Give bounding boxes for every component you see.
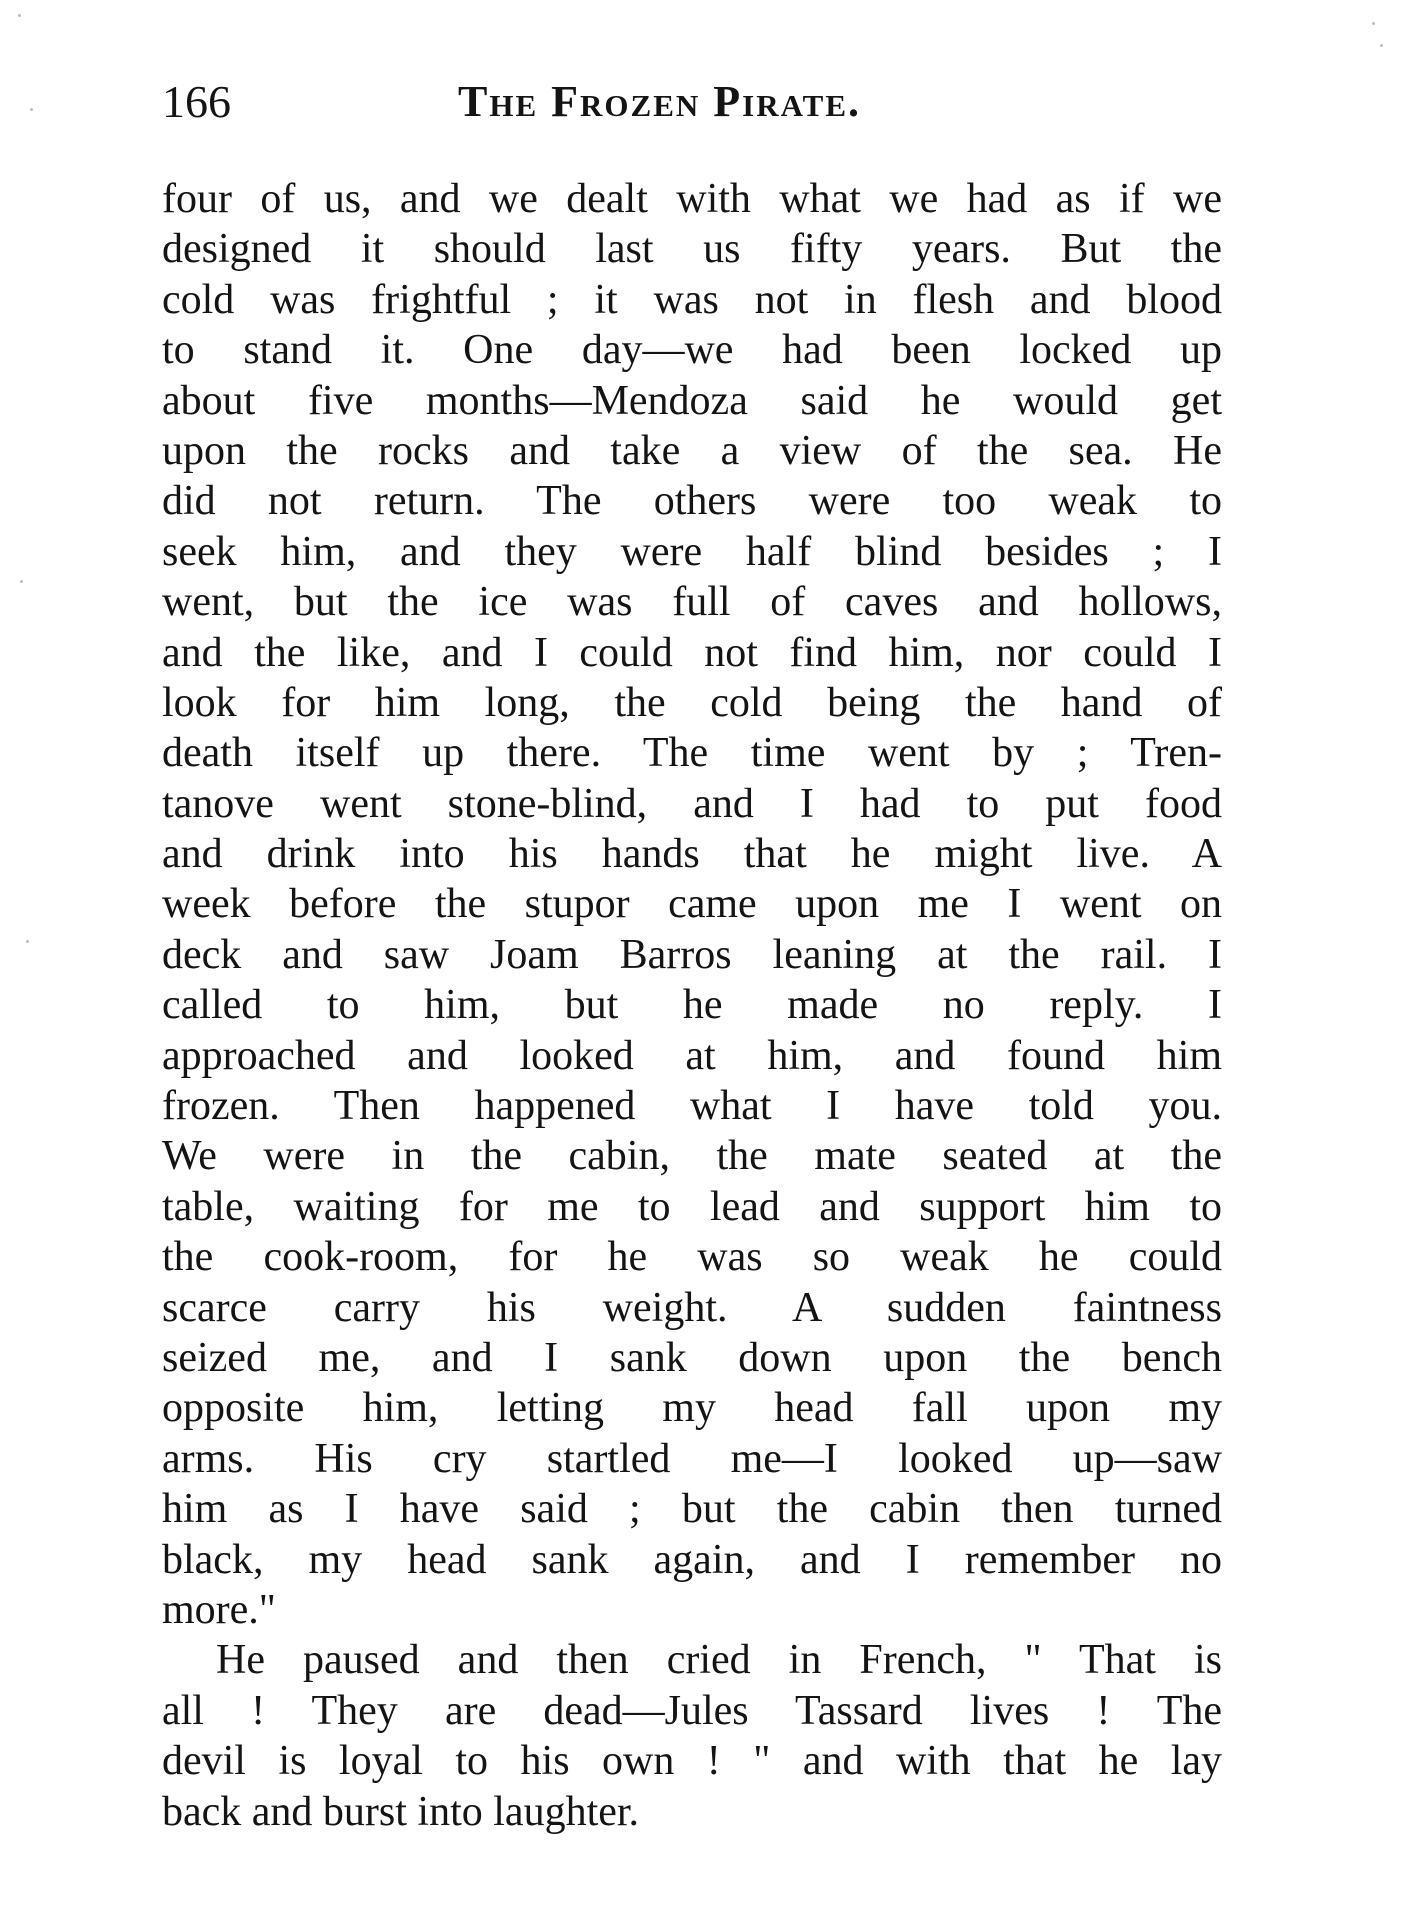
page-number: 166: [162, 76, 231, 127]
text-line: and the like, and I could not find him, nor could I: [162, 629, 1222, 676]
text-line: and drink into his hands that he might live. A: [162, 831, 1222, 878]
running-head: [162, 72, 1222, 132]
text-line: death itself up there. The time went by ; Tren-: [162, 730, 1222, 777]
text-line: more.": [162, 1586, 276, 1633]
text-line: called to him, but he made no reply. I: [162, 982, 1222, 1029]
text-line: opposite him, letting my head fall upon my: [162, 1385, 1222, 1432]
text-line: approached and looked at him, and found him: [162, 1032, 1222, 1079]
text-line: about five months—Mendoza said he would get: [162, 377, 1222, 424]
text-line: frozen. Then happened what I have told you.: [162, 1083, 1222, 1130]
text-line: went, but the ice was full of caves and hollows,: [162, 579, 1222, 626]
text-line: to stand it. One day—we had been locked up: [162, 327, 1222, 374]
paper-speck: [26, 940, 29, 943]
paper-speck: [1372, 22, 1375, 25]
text-line: upon the rocks and take a view of the sea. He: [162, 427, 1222, 474]
text-line: back and burst into laughter.: [162, 1788, 640, 1835]
text-line: table, waiting for me to lead and support him to: [162, 1183, 1222, 1230]
paper-speck: [1380, 44, 1383, 47]
text-line: week before the stupor came upon me I went on: [162, 881, 1222, 928]
text-line: did not return. The others were too weak to: [162, 478, 1222, 525]
text-line: scarce carry his weight. A sudden faintness: [162, 1284, 1222, 1331]
text-line: deck and saw Joam Barros leaning at the rail. I: [162, 931, 1222, 978]
paragraph: [162, 174, 1222, 1635]
body-text: [162, 174, 1222, 1837]
text-line: seek him, and they were half blind besides ; I: [162, 528, 1222, 575]
text-line: all ! They are dead—Jules Tassard lives ! The: [162, 1687, 1222, 1734]
book-title: The Frozen Pirate.: [458, 77, 862, 126]
text-line: He paused and then cried in French, " That is: [216, 1637, 1222, 1684]
paper-speck: [18, 14, 21, 17]
text-line: We were in the cabin, the mate seated at the: [162, 1133, 1222, 1180]
text-line: devil is loyal to his own ! " and with that he lay: [162, 1738, 1222, 1785]
text-line: tanove went stone-blind, and I had to put food: [162, 780, 1222, 827]
paper-speck: [20, 580, 23, 583]
text-line: seized me, and I sank down upon the bench: [162, 1334, 1222, 1381]
text-line: the cook-room, for he was so weak he could: [162, 1234, 1222, 1281]
paper-speck: [30, 108, 33, 111]
text-line: him as I have said ; but the cabin then turned: [162, 1486, 1222, 1533]
text-line: look for him long, the cold being the hand of: [162, 679, 1222, 726]
text-line: designed it should last us fifty years. But the: [162, 226, 1222, 273]
paragraph: [162, 1635, 1222, 1837]
text-line: arms. His cry startled me—I looked up—saw: [162, 1435, 1222, 1482]
text-line: four of us, and we dealt with what we had as if we: [162, 176, 1222, 222]
text-line: cold was frightful ; it was not in flesh and blood: [162, 276, 1222, 323]
text-line: black, my head sank again, and I remember no: [162, 1536, 1222, 1583]
